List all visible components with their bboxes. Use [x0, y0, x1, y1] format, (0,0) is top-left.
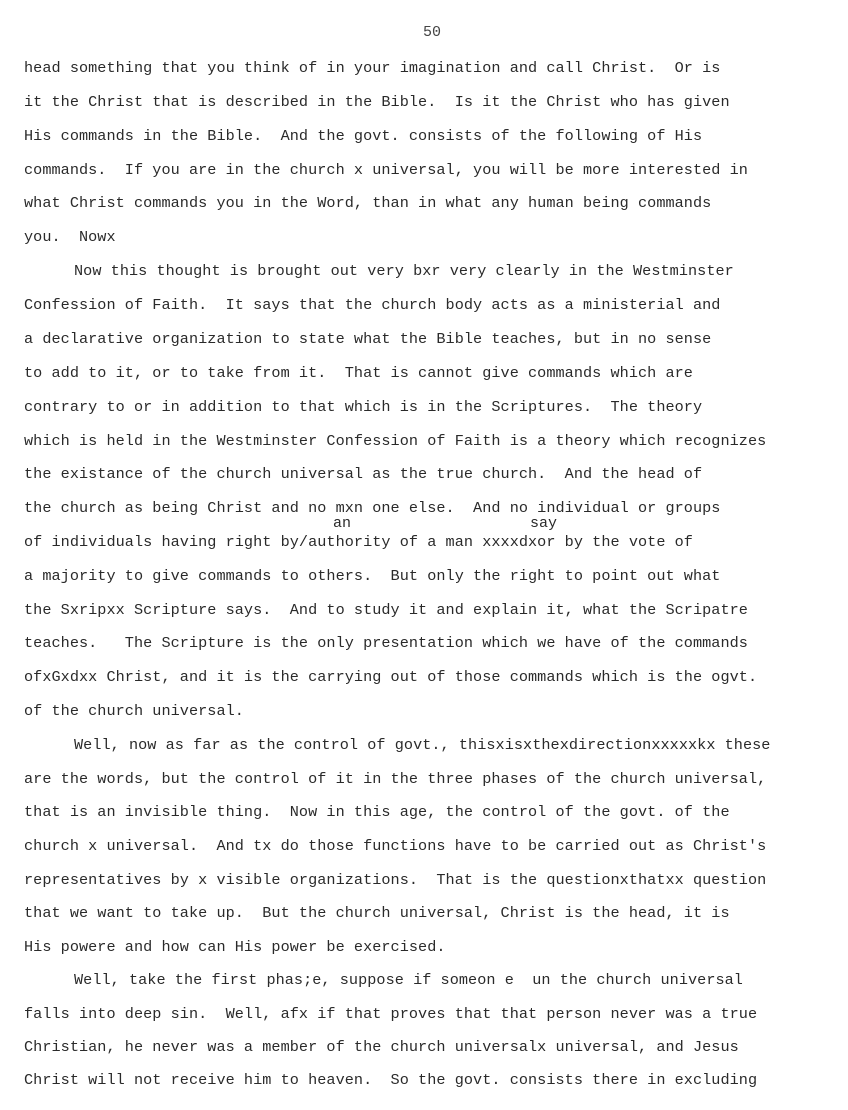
text-line: ofxGxdxx Christ, and it is the carrying out of those commands which is the ogvt. [24, 668, 758, 686]
interlinear-insertion: an [333, 515, 352, 532]
text-line: Christ will not receive him to heaven. So the govt. consists there in excluding [24, 1071, 758, 1089]
text-line: that is an invisible thing. Now in this age, the control of the govt. of the [24, 803, 730, 821]
paragraph-start-line: Well, take the first phas;e, suppose if someon e un the church universal [74, 971, 743, 989]
text-line: are the words, but the control of it in the three phases of the church universal, [24, 770, 767, 788]
interlinear-insertion: say [530, 515, 558, 532]
text-line: His commands in the Bible. And the govt. consists of the following of His [24, 127, 703, 145]
text-line: to add to it, or to take from it. That is cannot give commands which are [24, 364, 693, 382]
text-line: of the church universal. [24, 702, 244, 720]
text-line: falls into deep sin. Well, afx if that proves that that person never was a true [24, 1005, 758, 1023]
text-line: the Sxripxx Scripture says. And to study it and explain it, what the Scripatre [24, 601, 748, 619]
text-line: you. Nowx [24, 228, 116, 246]
text-line: a declarative organization to state what the Bible teaches, but in no sense [24, 330, 712, 348]
text-line: of individuals having right by/authority of a man xxxxdxor by the vote of [24, 533, 693, 551]
text-line: that we want to take up. But the church universal, Christ is the head, it is [24, 904, 730, 922]
text-line: it the Christ that is described in the Bible. Is it the Christ who has given [24, 93, 730, 111]
text-line: Christian, he never was a member of the church universalx universal, and Jesus [24, 1038, 739, 1056]
text-line: Confession of Faith. It says that the church body acts as a ministerial and [24, 296, 721, 314]
text-line: head something that you think of in your imagination and call Christ. Or is [24, 59, 721, 77]
page-number: 50 [422, 24, 441, 41]
text-line: teaches. The Scripture is the only presentation which we have of the commands [24, 634, 748, 652]
text-line: the church as being Christ and no mxn one else. And no individual or groups [24, 499, 721, 517]
text-line: commands. If you are in the church x universal, you will be more interested in [24, 161, 748, 179]
text-line: contrary to or in addition to that which is in the Scriptures. The theory [24, 398, 703, 416]
text-line: His powere and how can His power be exercised. [24, 938, 446, 956]
text-line: a majority to give commands to others. But only the right to point out what [24, 567, 721, 585]
text-line: which is held in the Westminster Confession of Faith is a theory which recognizes [24, 432, 767, 450]
paragraph-start-line: Well, now as far as the control of govt., thisxisxthexdirectionxxxxxkx these [74, 736, 771, 754]
text-line: what Christ commands you in the Word, than in what any human being commands [24, 194, 712, 212]
text-line: the existance of the church universal as the true church. And the head of [24, 465, 703, 483]
text-line: church x universal. And tx do those functions have to be carried out as Christ's [24, 837, 767, 855]
text-line: representatives by x visible organizations. That is the questionxthatxx question [24, 871, 767, 889]
paragraph-start-line: Now this thought is brought out very bxr very clearly in the Westminster [74, 262, 734, 280]
